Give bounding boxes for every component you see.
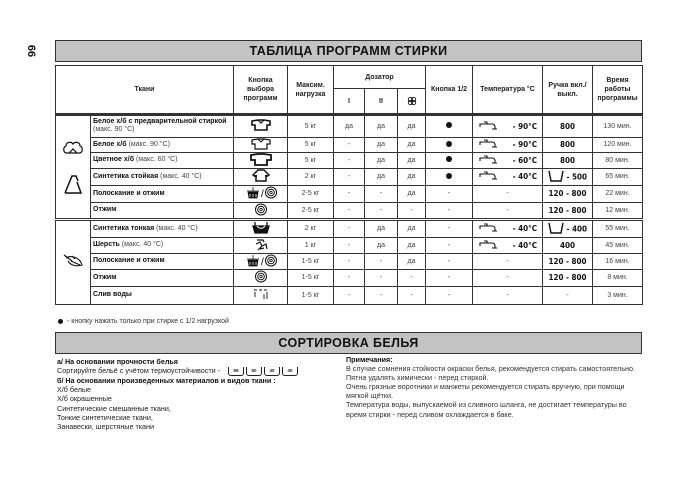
sorting-notes	[346, 355, 646, 419]
dispenser-2: да	[365, 152, 398, 168]
program-time: 8 мин.	[593, 269, 643, 286]
dispenser-1: -	[334, 237, 365, 253]
header-time: Время работы программы	[593, 66, 643, 114]
bullet-icon	[58, 319, 63, 324]
fabric-name: Синтетика тонкая (макс. 40 °С)	[91, 219, 234, 237]
dispenser-2: -	[365, 286, 398, 304]
program-button-cell	[234, 253, 288, 269]
temperature-cell: -	[473, 269, 543, 286]
program-button-cell	[234, 152, 288, 168]
header-half-button: Кнопка 1/2	[426, 66, 473, 114]
dispenser-softener: да	[398, 237, 426, 253]
dispenser-softener: да	[398, 137, 426, 152]
dispenser-2: -	[365, 185, 398, 202]
temperature-cell: - 90°С	[473, 137, 543, 152]
sorting-item: Х/б окрашенные	[57, 394, 112, 404]
dispenser-2: да	[365, 237, 398, 253]
dispenser-2: -	[365, 269, 398, 286]
temperature-cell: - 90°С	[473, 115, 543, 137]
max-load: 2-5 кг	[288, 185, 334, 202]
program-table	[55, 65, 643, 114]
program-row	[56, 115, 643, 137]
header-program-button: Кнопка выбора программ	[234, 66, 288, 114]
max-load: 2 кг	[288, 168, 334, 185]
shirt-synthetic-icon	[252, 169, 270, 184]
wash-60-icon: 60	[246, 367, 262, 376]
note-paragraph: Пятна удалять химически - перед стиркой.	[346, 373, 489, 383]
program-time: 22 мин.	[593, 185, 643, 202]
fabric-name: Полоскание и отжим	[91, 253, 234, 269]
fabric-name: Цветное х/б (макс. 60 °С)	[91, 152, 234, 168]
program-button-cell	[234, 115, 288, 137]
cotton-icon	[58, 139, 88, 159]
half-load-cell: -	[426, 286, 473, 304]
dispenser-2: да	[365, 168, 398, 185]
program-time: 80 мин.	[593, 152, 643, 168]
program-row	[56, 185, 643, 202]
half-load-dot-icon	[446, 122, 452, 128]
handle-cell: - 500	[543, 168, 593, 185]
max-load: 1-5 кг	[288, 253, 334, 269]
program-row	[56, 137, 643, 152]
spin-icon	[254, 203, 268, 218]
program-time: 130 мин.	[593, 115, 643, 137]
handle-cell: 400	[543, 237, 593, 253]
half-load-cell: -	[426, 237, 473, 253]
shirt-white-icon	[251, 138, 271, 152]
max-load: 5 кг	[288, 115, 334, 137]
fabric-name: Отжим	[91, 202, 234, 219]
sorting-item: Синтетические смешанные ткани,	[57, 403, 171, 413]
program-button-cell	[234, 269, 288, 286]
tub-icon	[548, 222, 564, 236]
header-handle: Ручка вкл./выкл.	[543, 66, 593, 114]
half-load-cell: -	[426, 185, 473, 202]
temperature-cell: - 40°С	[473, 237, 543, 253]
dispenser-2: да	[365, 115, 398, 137]
dispenser-2: -	[365, 253, 398, 269]
header-dispenser: Дозатор	[334, 66, 426, 89]
fabric-name: Шерсть (макс. 40 °С)	[91, 237, 234, 253]
program-table-body	[55, 114, 643, 305]
sorting-a-text: Сортируйте бельё с учётом термоустойчивости - 95 60 40 30	[57, 366, 342, 376]
note-paragraph: Очень грязные воротники и манжеты рекомендуется стирать вручную, при помощи мягкой щётки.	[346, 382, 625, 401]
wash-95-icon: 95	[228, 367, 244, 376]
max-load: 5 кг	[288, 152, 334, 168]
half-load-cell	[426, 115, 473, 137]
dispenser-2: да	[365, 219, 398, 237]
page-number: 66	[25, 44, 37, 58]
rinse-spin-icon	[245, 254, 277, 269]
dispenser-softener: да	[398, 219, 426, 237]
program-button-cell	[234, 185, 288, 202]
wash-temperature-icons	[228, 367, 298, 376]
fabric-group-icons	[56, 115, 91, 219]
note-paragraph: Температура воды, выпускаемой из сливного шланга, не достигает температуры во время стирки - перед сливом охлаждается в баке.	[346, 400, 627, 419]
sorting-item: Тонкие синтетические ткани,	[57, 413, 153, 423]
sorting-b-heading: б/ На основании произведенных материалов и видов ткани :	[57, 375, 276, 385]
handle-cell: 120 - 800	[543, 269, 593, 286]
header-dispenser-1: I	[334, 89, 365, 114]
tap-icon	[478, 154, 498, 167]
program-row	[56, 253, 643, 269]
dispenser-1: да	[334, 115, 365, 137]
fabric-group-icons	[56, 219, 91, 304]
program-time: 65 мин.	[593, 168, 643, 185]
max-load: 5 кг	[288, 137, 334, 152]
program-row	[56, 219, 643, 237]
fabric-name: Отжим	[91, 269, 234, 286]
fabric-name: Синтетика стойкая (макс. 40 °С)	[91, 168, 234, 185]
program-button-cell	[234, 286, 288, 304]
header-fabrics: Ткани	[56, 66, 234, 114]
half-load-cell: -	[426, 202, 473, 219]
synthetic-icon	[58, 173, 88, 197]
dispenser-1: -	[334, 185, 365, 202]
half-load-dot-icon	[446, 141, 452, 147]
program-time: 45 мин.	[593, 237, 643, 253]
rinse-spin-icon	[245, 186, 277, 201]
program-button-cell	[234, 219, 288, 237]
handle-cell: - 400	[543, 219, 593, 237]
note-paragraph: В случае сомнения стойкости окраски белья, рекомендуется стирать самостоятельно.	[346, 364, 635, 374]
header-dispenser-softener	[398, 89, 426, 114]
sorting-item: Х/б белые	[57, 385, 92, 395]
half-load-cell: -	[426, 269, 473, 286]
handle-cell: 800	[543, 137, 593, 152]
tap-icon	[478, 120, 498, 133]
sorting-left	[57, 357, 342, 432]
program-row	[56, 237, 643, 253]
fabric-name: Слив воды	[91, 286, 234, 304]
handle-cell: -	[543, 286, 593, 304]
max-load: 1 кг	[288, 237, 334, 253]
handle-cell: 120 - 800	[543, 202, 593, 219]
half-load-dot-icon	[446, 173, 452, 179]
max-load: 1-5 кг	[288, 286, 334, 304]
temperature-cell: - 40°С	[473, 168, 543, 185]
tap-icon	[478, 222, 498, 235]
temperature-cell: -	[473, 253, 543, 269]
spin-icon	[254, 270, 268, 285]
sorting-item: Занавески, шерстяные ткани	[57, 422, 155, 432]
program-row	[56, 269, 643, 286]
dispenser-1: -	[334, 202, 365, 219]
shirt-color-icon	[250, 153, 272, 168]
temperature-cell: -	[473, 286, 543, 304]
sorting-a-heading: а/ На основании прочности белья	[57, 357, 178, 366]
dispenser-softener: да	[398, 152, 426, 168]
program-time: 55 мин.	[593, 219, 643, 237]
program-button-cell	[234, 168, 288, 185]
temperature-cell: - 60°С	[473, 152, 543, 168]
dispenser-1: -	[334, 219, 365, 237]
delicate-leaf-icon	[58, 253, 88, 271]
temperature-cell: -	[473, 185, 543, 202]
handle-cell: 800	[543, 152, 593, 168]
dispenser-softener: -	[398, 202, 426, 219]
dispenser-1: -	[334, 253, 365, 269]
program-button-cell	[234, 237, 288, 253]
shirt-prewash-icon	[251, 119, 271, 133]
dispenser-softener: да	[398, 253, 426, 269]
handle-cell: 120 - 800	[543, 253, 593, 269]
temperature-cell: - 40°С	[473, 219, 543, 237]
program-button-cell	[234, 137, 288, 152]
softener-icon	[407, 96, 417, 106]
dispenser-softener: да	[398, 115, 426, 137]
dispenser-1: -	[334, 286, 365, 304]
dispenser-1: -	[334, 137, 365, 152]
program-row	[56, 168, 643, 185]
dispenser-softener: да	[398, 185, 426, 202]
notes-heading: Примечания:	[346, 355, 393, 364]
dispenser-1: -	[334, 269, 365, 286]
dispenser-softener: -	[398, 269, 426, 286]
fabric-name: Белое х/б с предварительной стиркой (макс. 90 °С)	[91, 115, 234, 137]
dispenser-softener: да	[398, 168, 426, 185]
program-time: 12 мин.	[593, 202, 643, 219]
delicate-icon	[252, 221, 270, 237]
program-button-cell	[234, 202, 288, 219]
dispenser-softener: -	[398, 286, 426, 304]
temperature-cell: -	[473, 202, 543, 219]
max-load: 2 кг	[288, 219, 334, 237]
program-row	[56, 286, 643, 304]
max-load: 2-5 кг	[288, 202, 334, 219]
svg-text:/: /	[260, 256, 264, 267]
wash-30-icon: 30	[282, 367, 298, 376]
dispenser-1: -	[334, 152, 365, 168]
header-max-load: Максим. нагрузка	[288, 66, 334, 114]
wash-40-icon: 40	[264, 367, 280, 376]
tap-icon	[478, 138, 498, 151]
max-load: 1-5 кг	[288, 269, 334, 286]
handle-cell: 120 - 800	[543, 185, 593, 202]
svg-text:/: /	[260, 189, 264, 199]
program-row	[56, 202, 643, 219]
dispenser-2: -	[365, 202, 398, 219]
dispenser-2: да	[365, 137, 398, 152]
half-load-cell: -	[426, 219, 473, 237]
header-temperature: Температура °С	[473, 66, 543, 114]
program-time: 16 мин.	[593, 253, 643, 269]
handle-cell: 800	[543, 115, 593, 137]
header-dispenser-2: II	[365, 89, 398, 114]
fabric-name: Полоскание и отжим	[91, 185, 234, 202]
footnote: - кнопку нажать только при стирке с 1/2 нагрузкой	[58, 318, 229, 325]
drain-icon	[253, 289, 269, 302]
half-load-dot-icon	[446, 156, 452, 162]
program-time: 3 мин.	[593, 286, 643, 304]
dispenser-1: -	[334, 168, 365, 185]
half-load-cell	[426, 168, 473, 185]
program-table-title: ТАБЛИЦА ПРОГРАММ СТИРКИ	[55, 40, 642, 62]
program-row	[56, 152, 643, 168]
wool-icon	[254, 238, 268, 253]
half-load-cell	[426, 137, 473, 152]
half-load-cell: -	[426, 253, 473, 269]
fabric-name: Белое х/б (макс. 90 °С)	[91, 137, 234, 152]
half-load-cell	[426, 152, 473, 168]
tap-icon	[478, 170, 498, 183]
tub-icon	[548, 170, 564, 184]
tap-icon	[478, 239, 498, 252]
sorting-title: СОРТИРОВКА БЕЛЬЯ	[55, 332, 642, 354]
program-time: 120 мин.	[593, 137, 643, 152]
